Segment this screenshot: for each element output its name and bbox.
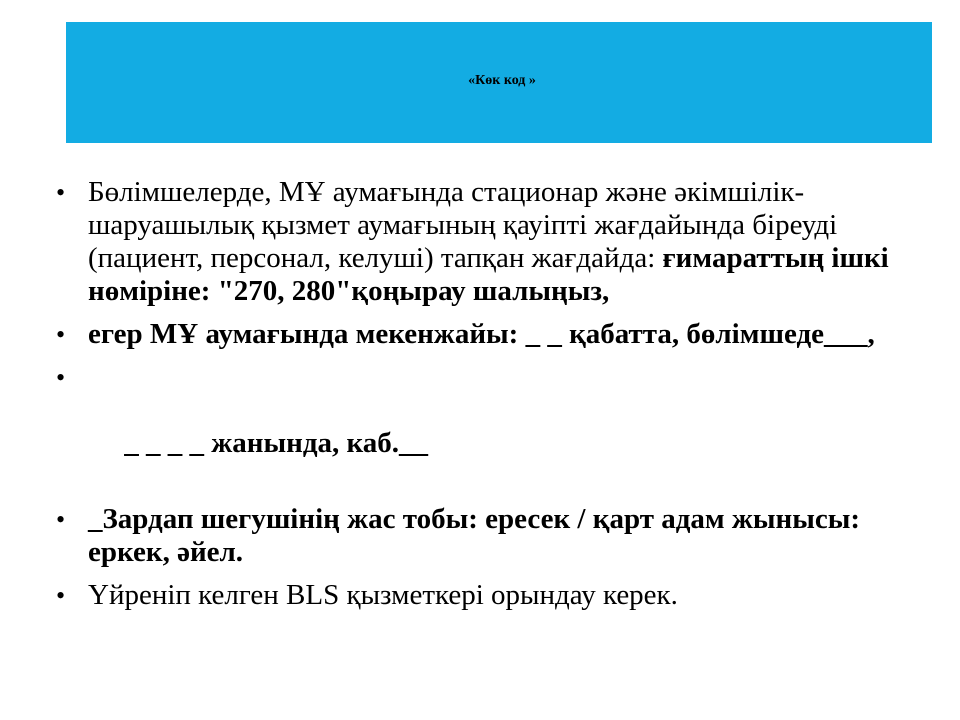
bullet-dot-icon: • xyxy=(56,363,66,392)
bullet-dot-icon: • xyxy=(56,581,66,610)
bullet-item-5 xyxy=(56,579,916,612)
bullet-text-bold: ғимараттың ішкі нөміріне: "270, 280"қоңырау шалыңыз, xyxy=(88,242,889,307)
slide-title: «Көк код » xyxy=(468,72,536,88)
bullet-item-2 xyxy=(56,318,916,351)
bullet-list xyxy=(56,176,916,622)
bullet-text-bold: егер МҰ аумағында мекенжайы: _ _ қабатта, бөлімшеде___, xyxy=(88,318,875,350)
bullet-text: Үйреніп келген BLS қызметкері орындау керек. xyxy=(88,579,678,611)
bullet-dot-icon: • xyxy=(56,178,66,207)
bullet-item-1 xyxy=(56,176,916,308)
bullet-text-bold: _Зардап шегушінің жас тобы: ересек / қарт адам жынысы: еркек, әйел. xyxy=(88,503,861,568)
bullet-item-3 xyxy=(56,361,916,493)
bullet-text: Бөлімшелерде, МҰ аумағында стационар және әкімшілік-шаруашылық қызмет аумағының қауіпті жағдайында біреуді (пациент, персонал, келуші) тапқан жағдайда: xyxy=(88,176,838,274)
title-banner xyxy=(66,22,932,143)
bullet-dot-icon: • xyxy=(56,505,66,534)
bullet-item-4 xyxy=(56,503,916,569)
bullet-dot-icon: • xyxy=(56,320,66,349)
bullet-text-bold: _ _ _ _ жанында, каб.__ xyxy=(117,427,429,459)
